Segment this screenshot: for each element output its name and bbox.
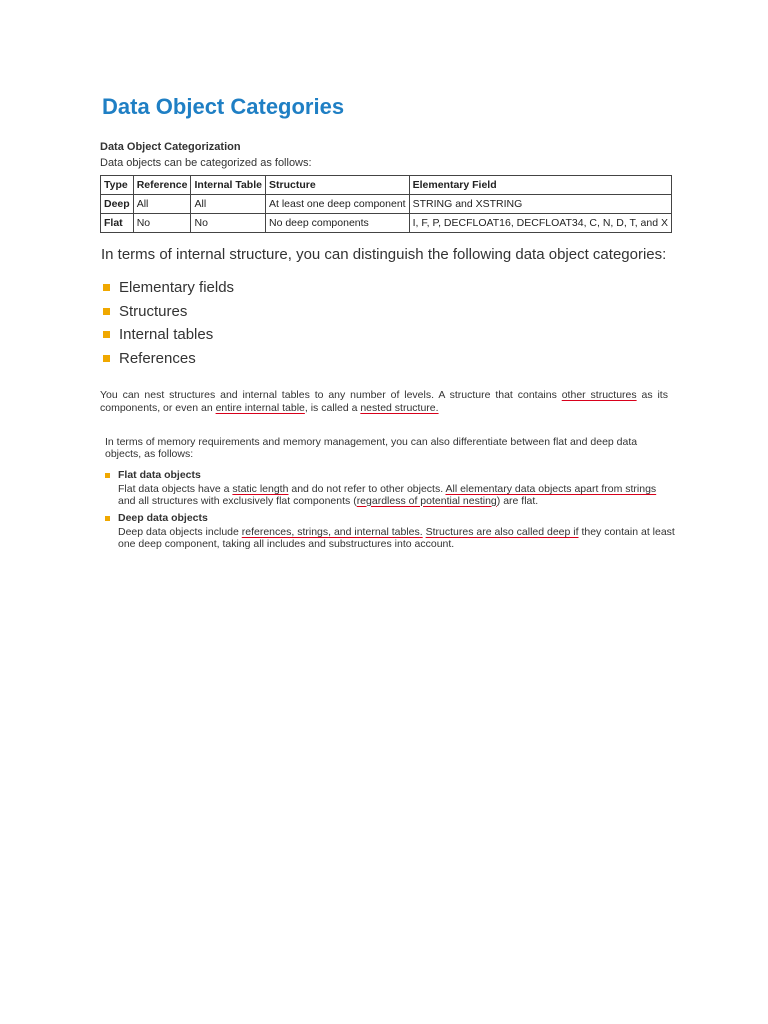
text-span: ) are flat. bbox=[496, 494, 539, 507]
list-item-label: Structures bbox=[119, 302, 188, 320]
square-bullet-icon bbox=[105, 516, 110, 521]
table-cell: All bbox=[191, 195, 266, 214]
table-row bbox=[101, 214, 672, 233]
square-bullet-icon bbox=[103, 331, 110, 338]
flat-heading bbox=[105, 469, 675, 481]
square-bullet-icon bbox=[105, 473, 110, 478]
table-cell: No bbox=[133, 214, 191, 233]
table-row bbox=[101, 195, 672, 214]
table-cell: No bbox=[191, 214, 266, 233]
underlined-text: entire internal table bbox=[215, 401, 305, 414]
list-item bbox=[103, 347, 234, 371]
memory-paragraph: In terms of memory requirements and memory management, you can also differentiate between flat and deep data objects, as follows: bbox=[105, 436, 638, 460]
text-span: You can nest structures and internal tables to any number of levels. A structure that contains bbox=[100, 389, 562, 401]
flat-data-objects-item bbox=[105, 469, 675, 507]
table-cell: All bbox=[133, 195, 191, 214]
text-span: and all structures with exclusively flat components ( bbox=[118, 494, 357, 507]
header-cell: Elementary Field bbox=[409, 176, 671, 195]
flat-description bbox=[118, 484, 675, 507]
header-cell: Structure bbox=[265, 176, 409, 195]
table-cell: At least one deep component bbox=[265, 195, 409, 214]
table-cell: STRING and XSTRING bbox=[409, 195, 671, 214]
underlined-text: references, strings, and internal tables. bbox=[241, 526, 423, 538]
list-item-label: References bbox=[119, 349, 196, 367]
section-subheading: Data Object Categorization bbox=[100, 141, 241, 153]
nesting-paragraph bbox=[100, 389, 668, 414]
underlined-text: Structures are also called deep if bbox=[425, 526, 579, 538]
list-item-label: Internal tables bbox=[119, 326, 214, 344]
categories-list bbox=[103, 276, 234, 370]
list-item bbox=[103, 276, 234, 300]
table-cell: No deep components bbox=[265, 214, 409, 233]
table-header-row bbox=[101, 176, 672, 195]
page-title: Data Object Categories bbox=[102, 94, 345, 119]
list-item bbox=[103, 323, 234, 347]
flat-heading-label: Flat data objects bbox=[118, 469, 201, 481]
text-span: , is called a bbox=[304, 401, 361, 414]
deep-description bbox=[118, 527, 675, 550]
list-item-label: Elementary fields bbox=[119, 279, 235, 297]
square-bullet-icon bbox=[103, 308, 110, 315]
underlined-text: other structures bbox=[561, 389, 637, 401]
categories-lead: In terms of internal structure, you can distinguish the following data object categories: bbox=[101, 246, 667, 263]
underlined-text: regardless of potential nesting bbox=[356, 494, 497, 507]
square-bullet-icon bbox=[103, 355, 110, 362]
header-cell: Internal Table bbox=[191, 176, 266, 195]
deep-heading-label: Deep data objects bbox=[118, 512, 208, 524]
text-span: Deep data objects include bbox=[118, 526, 242, 538]
table-cell: I, F, P, DECFLOAT16, DECFLOAT34, C, N, D, T, and X bbox=[409, 214, 671, 233]
square-bullet-icon bbox=[103, 284, 110, 291]
table-cell: Flat bbox=[101, 214, 134, 233]
table-cell: Deep bbox=[101, 195, 134, 214]
text-span: as its components, or even an bbox=[100, 389, 668, 414]
text-span: they contain at least one deep component, taking all includes and substructures into account. bbox=[118, 526, 675, 550]
underlined-text: All elementary data objects apart from strings bbox=[445, 483, 657, 495]
categorization-table bbox=[100, 175, 672, 233]
deep-heading bbox=[105, 512, 675, 524]
text-span: and do not refer to other objects. bbox=[288, 483, 446, 495]
underlined-text: nested structure. bbox=[360, 401, 439, 414]
header-cell: Type bbox=[101, 176, 134, 195]
deep-data-objects-item bbox=[105, 512, 675, 550]
underlined-text: static length bbox=[232, 483, 289, 495]
text-span: Flat data objects have a bbox=[118, 483, 233, 495]
intro-text: Data objects can be categorized as follows: bbox=[100, 157, 312, 169]
header-cell: Reference bbox=[133, 176, 191, 195]
list-item bbox=[103, 300, 234, 324]
